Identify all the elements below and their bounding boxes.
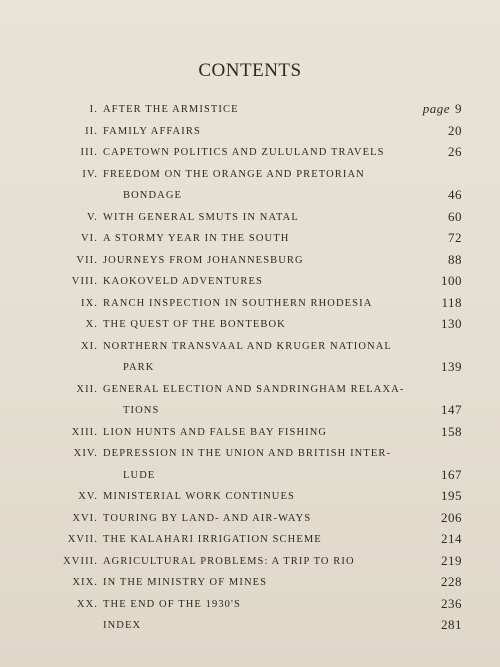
chapter-title: RANCH INSPECTION IN SOUTHERN RHODESIA <box>103 297 373 309</box>
page-number-value: 158 <box>441 423 462 439</box>
chapter-title-continuation: BONDAGE <box>123 190 183 201</box>
chapter-number: XI. <box>80 340 98 352</box>
page-number-value: 228 <box>441 574 462 589</box>
chapter-number: V. <box>86 211 98 223</box>
page-number-value: 100 <box>441 273 462 288</box>
chapter-number: X. <box>85 319 98 330</box>
page-number-value: 26 <box>448 144 462 159</box>
toc-entry <box>0 272 500 294</box>
chapter-title: KAOKOVELD ADVENTURES <box>103 276 263 287</box>
chapter-number: VI. <box>80 233 98 244</box>
page-number-value: 130 <box>441 316 462 331</box>
toc-entry <box>0 229 500 251</box>
page-label: page <box>422 101 450 116</box>
toc-entry <box>0 208 500 230</box>
chapter-title: FREEDOM ON THE ORANGE AND PRETORIAN <box>103 168 365 180</box>
toc-entry <box>0 595 500 617</box>
chapter-title: THE KALAHARI IRRIGATION SCHEME <box>103 534 322 545</box>
chapter-title: CAPETOWN POLITICS AND ZULULAND TRAVELS <box>103 147 385 158</box>
chapter-title: A STORMY YEAR IN THE SOUTH <box>103 233 290 244</box>
page-number-value: 46 <box>448 187 462 202</box>
page-number <box>448 144 462 160</box>
chapter-title: DEPRESSION IN THE UNION AND BRITISH INTER- <box>103 448 392 459</box>
chapter-title: JOURNEYS FROM JOHANNESBURG <box>103 254 304 266</box>
chapter-title: IN THE MINISTRY OF MINES <box>103 577 268 588</box>
page-number <box>441 316 462 332</box>
page-number <box>441 273 462 289</box>
page-number-value: 236 <box>441 595 462 611</box>
toc-entry-continuation <box>0 401 500 423</box>
chapter-title: GENERAL ELECTION AND SANDRINGHAM RELAXA- <box>103 383 405 395</box>
page-number <box>448 230 462 246</box>
page-number <box>448 209 462 225</box>
toc-entry <box>0 143 500 165</box>
page-number <box>448 123 462 139</box>
chapter-number: II. <box>85 125 98 137</box>
page-number <box>448 187 462 203</box>
chapter-title: WITH GENERAL SMUTS IN NATAL <box>103 211 299 223</box>
chapter-number: XVIII. <box>63 555 98 567</box>
page-number-value: 167 <box>441 466 462 482</box>
chapter-number: XV. <box>78 491 98 502</box>
chapter-title: INDEX <box>103 620 142 631</box>
toc-entry <box>0 444 500 466</box>
page-number <box>441 295 462 311</box>
page-number <box>441 424 462 440</box>
toc-entry <box>0 380 500 402</box>
chapter-number: IX. <box>80 297 98 309</box>
page-number-value: 118 <box>441 294 462 310</box>
chapter-title: AFTER THE ARMISTICE <box>103 104 239 115</box>
page-number <box>441 488 462 504</box>
toc-entry <box>0 294 500 316</box>
page-number-value: 88 <box>448 251 462 267</box>
page-number-value: 214 <box>441 531 462 546</box>
page-number <box>441 467 462 483</box>
page-number <box>441 596 462 612</box>
toc-entry <box>0 487 500 509</box>
chapter-number: XIV. <box>73 448 98 459</box>
chapter-title: TOURING BY LAND- AND AIR-WAYS <box>103 512 312 524</box>
toc-entry <box>0 337 500 359</box>
chapter-title: NORTHERN TRANSVAAL AND KRUGER NATIONAL <box>103 340 392 352</box>
chapter-number: XII. <box>76 383 98 395</box>
toc-entry <box>0 100 500 122</box>
toc-entry <box>0 552 500 574</box>
chapter-title: AGRICULTURAL PROBLEMS: A TRIP TO RIO <box>103 555 355 567</box>
page-number-value: 147 <box>441 402 462 417</box>
chapter-number: VII. <box>76 254 98 266</box>
toc-entry <box>0 251 500 273</box>
toc-entry-continuation <box>0 466 500 488</box>
contents-heading: CONTENTS <box>198 60 302 81</box>
chapter-number: XX. <box>76 598 98 610</box>
page-number <box>441 553 462 569</box>
toc-entry <box>0 423 500 445</box>
toc-entry <box>0 315 500 337</box>
page-number-value: 60 <box>448 208 462 224</box>
toc-entry <box>0 616 500 638</box>
chapter-title: THE QUEST OF THE BONTEBOK <box>103 319 286 330</box>
toc-entry <box>0 165 500 187</box>
page-number-value: 195 <box>441 488 462 503</box>
page-number-value: 20 <box>448 122 462 138</box>
chapter-number: VIII. <box>71 276 98 287</box>
page-number-value: 72 <box>448 230 462 245</box>
chapter-number: I. <box>89 104 98 115</box>
chapter-number: III. <box>80 147 98 158</box>
table-of-contents <box>0 100 500 638</box>
page-number-value: 9 <box>455 101 462 116</box>
page-number-value: 281 <box>441 617 462 632</box>
chapter-title-continuation: TIONS <box>123 405 160 416</box>
page-number <box>441 574 462 590</box>
chapter-title: LION HUNTS AND FALSE BAY FISHING <box>103 426 328 438</box>
chapter-title: FAMILY AFFAIRS <box>103 125 201 137</box>
page-number <box>441 402 462 418</box>
page-number-value: 219 <box>441 552 462 568</box>
page-number <box>441 510 462 526</box>
toc-entry-continuation <box>0 358 500 380</box>
chapter-number: XVII. <box>67 534 98 545</box>
chapter-title: THE END OF THE 1930'S <box>103 598 241 610</box>
toc-entry-continuation <box>0 186 500 208</box>
chapter-number: XIII. <box>71 426 98 438</box>
toc-entry <box>0 530 500 552</box>
chapter-title-continuation: LUDE <box>123 469 156 481</box>
toc-entry <box>0 122 500 144</box>
chapter-number: IV. <box>82 168 98 180</box>
page-number <box>423 101 462 117</box>
chapter-title-continuation: PARK <box>123 362 155 373</box>
toc-entry <box>0 509 500 531</box>
page-number <box>441 617 462 633</box>
page-number <box>441 531 462 547</box>
chapter-title: MINISTERIAL WORK CONTINUES <box>103 491 295 502</box>
chapter-number: XIX. <box>72 577 98 588</box>
page-number-value: 139 <box>441 359 462 374</box>
page-number-value: 206 <box>441 509 462 525</box>
page-number <box>448 252 462 268</box>
page-number <box>441 359 462 375</box>
chapter-number: XVI. <box>72 512 98 524</box>
toc-entry <box>0 573 500 595</box>
